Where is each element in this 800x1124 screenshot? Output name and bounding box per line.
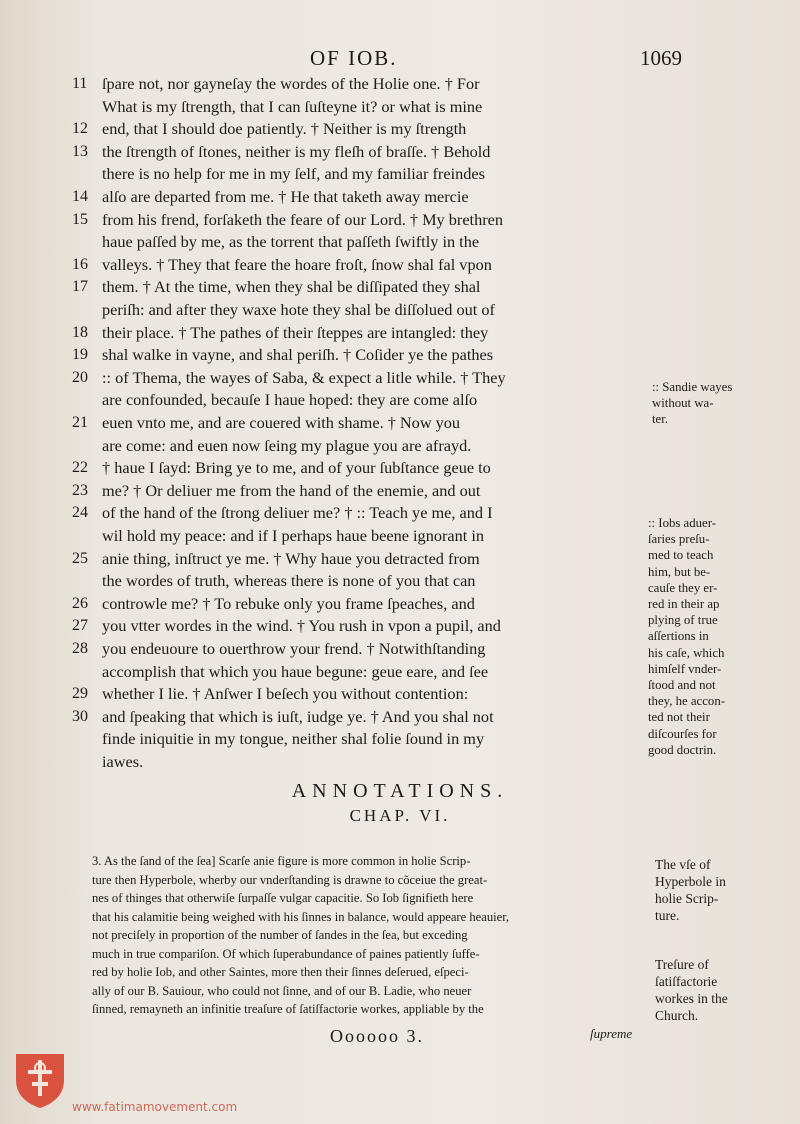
- verse-number: 25: [72, 549, 88, 567]
- verse-text: there is no help for me in my ſelf, and my familiar freindes: [102, 164, 485, 184]
- note-line: diſcourſes for: [648, 726, 717, 741]
- verse-line: [0, 637, 660, 660]
- verse-line: [0, 140, 660, 163]
- verse-text: † haue I ſayd: Bring ye to me, and of your ſubſtance geue to: [102, 458, 491, 478]
- annotation-line: not preciſely in proportion of the number of ſandes in the ſea, but exceding: [92, 928, 468, 942]
- verse-number: 24: [72, 504, 88, 522]
- verse-line: [0, 275, 660, 298]
- verse-number: 23: [72, 481, 88, 499]
- note-line: Church.: [655, 1008, 699, 1023]
- watermark-url: www.fatimamovement.com: [72, 1100, 238, 1114]
- page-header: [0, 46, 800, 74]
- verse-line: [0, 682, 660, 705]
- verse-text: wil hold my peace: and if I perhaps haue beene ignorant in: [102, 526, 485, 545]
- note-line: med to teach: [648, 548, 714, 563]
- verse-line: [0, 592, 660, 615]
- note-line: cauſe they er-: [648, 580, 718, 595]
- verse-line: [0, 660, 660, 683]
- shield-icon: [12, 1050, 68, 1110]
- verse-number: 21: [72, 414, 88, 431]
- note-line: ſtood and not: [648, 678, 716, 693]
- note-line: ter.: [652, 412, 668, 426]
- verse-line: [0, 162, 660, 185]
- verse-text: accomplish that which you haue begune: geue eare, and ſee: [102, 661, 489, 681]
- note-line: ture.: [655, 908, 680, 923]
- verse-line: [0, 411, 660, 434]
- verse-text: them. † At the time, when they shal be diſſipated they shal: [102, 277, 481, 297]
- verse-line: [0, 298, 660, 321]
- note-line: him, but be-: [648, 564, 711, 579]
- page-number: 1069: [640, 46, 682, 70]
- verse-line: [0, 569, 660, 592]
- note-line: plying of true: [648, 613, 718, 628]
- verse-line: [0, 253, 660, 276]
- signature-mark: Oooooo 3.: [330, 1026, 424, 1046]
- verse-number: 27: [72, 617, 88, 635]
- note-line: they, he accon-: [648, 694, 725, 709]
- verse-text: you vtter wordes in the wind. † You rush in vpon a pupil, and: [102, 616, 501, 636]
- verse-number: 15: [72, 210, 88, 228]
- running-title: OF IOB.: [310, 46, 398, 70]
- annotation-line: ſinned, remayneth an infinitie treaſure of ſatiſfactorie workes, appliable by the: [92, 1002, 484, 1016]
- verse-line: [0, 321, 660, 344]
- note-line: :: Sandie wayes: [652, 380, 733, 394]
- verse-line: [0, 343, 660, 366]
- verse-text: are confounded, becauſe I haue hoped: they are come alſo: [102, 390, 478, 410]
- verse-line: [0, 388, 660, 411]
- note-line: ſaries preſu-: [648, 532, 710, 547]
- verse-line: [0, 614, 660, 637]
- verse-text: anie thing, inſtruct ye me. † Why haue you detracted from: [102, 548, 480, 568]
- note-line: his caſe, which: [648, 645, 725, 660]
- verse-line: [0, 547, 660, 570]
- verse-text: periſh: and after they waxe hote they shal be diſſolued out of: [102, 300, 495, 319]
- verse-text: their place. † The pathes of their ſteppes are intangled: they: [102, 322, 489, 342]
- verse-text: and ſpeaking that which is iuſt, iudge ye. † And you shal not: [102, 706, 494, 726]
- note-line: holie Scrip-: [655, 891, 719, 906]
- verse-line: [0, 524, 660, 547]
- annotations-chapter: CHAP. VI.: [349, 806, 451, 825]
- note-line: ted not their: [648, 710, 710, 725]
- verse-text: haue paſſed by me, as the torrent that paſſeth ſwiftly in the: [102, 232, 480, 252]
- annotation-line: 3. As the ſand of the ſea] Scarſe anie figure is more common in holie Scrip-: [92, 854, 471, 868]
- verse-number: 19: [72, 346, 88, 364]
- annotation-line: nes of thinges that otherwiſe ſurpaſſe vulgar capacitie. So Iob ſignifieth here: [92, 891, 474, 905]
- verse-text: What is my ſtrength, that I can ſuſteyne it? or what is mine: [102, 96, 483, 116]
- annotations-heading: ANNOTATIONS.: [291, 780, 509, 802]
- verse-number: 20: [72, 368, 88, 386]
- verse-text: end, that I should doe patiently. † Neither is my ſtrength: [102, 119, 467, 139]
- verse-text: the wordes of truth, whereas there is none of you that can: [102, 571, 476, 591]
- annotation-line: much in true compariſon. Of which ſuperabundance of paines patiently ſuffe-: [92, 946, 480, 961]
- side-note-hyperbole: [655, 856, 726, 924]
- note-line: good doctrin.: [648, 742, 717, 757]
- verse-number: 14: [72, 188, 88, 205]
- verse-line: [0, 705, 660, 728]
- verse-text: from his frend, forſaketh the feare of our Lord. † My brethren: [102, 209, 504, 229]
- verse-number: 16: [72, 255, 88, 273]
- verse-text: ſpare not, nor gayneſay the wordes of the Holie one. † For: [102, 74, 480, 93]
- annotation-line: ture then Hyperbole, wherby our vnderſtanding is drawne to cõceiue the great-: [92, 872, 488, 887]
- verse-line: [0, 501, 660, 524]
- verse-number: 18: [72, 323, 88, 341]
- verse-line: [0, 479, 660, 502]
- verse-text: finde iniquitie in my tongue, neither shal folie ſound in my: [102, 729, 485, 749]
- note-line: red in their ap: [648, 597, 720, 612]
- verse-number: 12: [72, 120, 88, 138]
- verse-line: [0, 185, 660, 208]
- note-line: Treſure of: [655, 957, 709, 972]
- verse-line: [0, 727, 660, 750]
- verse-number: 26: [72, 594, 88, 612]
- verse-number: 30: [72, 707, 88, 725]
- verse-text: iawes.: [102, 752, 144, 771]
- verse-text: whether I lie. † Anſwer I beſech you without contention:: [102, 684, 469, 704]
- verse-text: valleys. † They that feare the hoare froſt, ſnow shal fal vpon: [102, 254, 492, 274]
- verse-text: controwle me? † To rebuke only you frame ſpeaches, and: [102, 593, 475, 613]
- verse-number: 13: [72, 142, 88, 160]
- verse-number: 11: [72, 75, 88, 92]
- verse-text: of the hand of the ſtrong deliuer me? † :: Teach ye me, and I: [102, 503, 493, 523]
- note-line: The vſe of: [655, 857, 711, 872]
- annotation-line: that his calamitie being weighed with his ſinnes in balance, would appeare heauier,: [92, 909, 510, 924]
- verse-text: the ſtrength of ſtones, neither is my fleſh of braſſe. † Behold: [102, 141, 491, 161]
- verse-text: alſo are departed from me. † He that taketh away mercie: [102, 187, 469, 206]
- annotation-line: ally of our B. Sauiour, who could not ſinne, and of our B. Ladie, who neuer: [92, 983, 472, 998]
- verse-line: [0, 117, 660, 140]
- note-line: ſatiſfactorie: [655, 974, 718, 989]
- verse-line: [0, 750, 660, 773]
- margin-note-iobs-aduersaries: [648, 515, 725, 758]
- verse-line: [0, 95, 660, 118]
- note-line: :: Iobs aduer-: [648, 516, 716, 530]
- annotation-line: red by holie Iob, and other Saintes, more then their ſinnes deſerued, eſpeci-: [92, 965, 469, 979]
- note-line: aſſertions in: [648, 629, 709, 644]
- verse-number: 28: [72, 640, 88, 657]
- verse-text: are come: and euen now ſeing my plague you are afrayd.: [102, 435, 472, 455]
- verse-line: [0, 72, 660, 95]
- verse-number: 22: [72, 459, 88, 477]
- verse-line: [0, 230, 660, 253]
- note-line: Hyperbole in: [655, 874, 726, 889]
- verse-text: shal walke in vayne, and shal periſh. † Coſider ye the pathes: [102, 345, 494, 365]
- margin-note-sandie-wayes: [652, 379, 732, 427]
- verse-line: [0, 208, 660, 231]
- verse-number: 29: [72, 685, 88, 703]
- verse-text: you endeuoure to ouerthrow your frend. † Notwithſtanding: [102, 639, 486, 658]
- note-line: workes in the: [655, 991, 728, 1006]
- note-line: without wa-: [652, 396, 714, 410]
- verse-text: me? † Or deliuer me from the hand of the enemie, and out: [102, 480, 481, 500]
- side-note-satisfactorie-workes: [655, 956, 728, 1024]
- verse-text: euen vnto me, and are couered with shame. † Now you: [102, 413, 461, 432]
- verse-line: [0, 456, 660, 479]
- verse-line: [0, 434, 660, 457]
- catchword: ſupreme: [590, 1026, 633, 1041]
- verse-text: :: of Thema, the wayes of Saba, & expect a litle while. † They: [102, 367, 506, 387]
- verse-number: 17: [72, 278, 88, 296]
- verse-line: [0, 366, 660, 389]
- note-line: himſelf vnder-: [648, 661, 722, 676]
